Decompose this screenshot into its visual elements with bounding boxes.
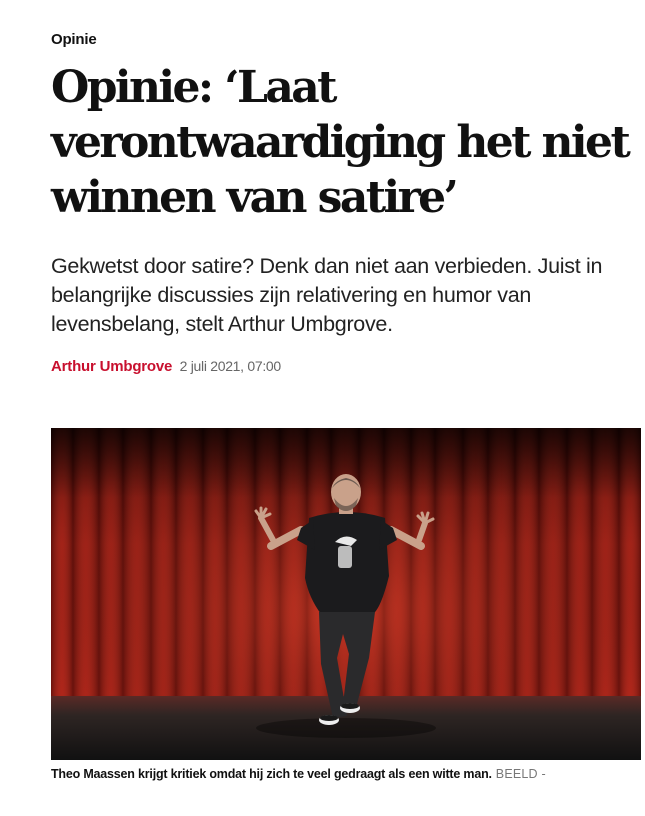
photo-caption xyxy=(51,767,641,781)
article-headline: Opinie: ‘Laat verontwaardiging het niet winnen van satire’ xyxy=(51,62,629,223)
caption-text: Theo Maassen krijgt kritiek omdat hij zich te veel gedraagt als een witte man. xyxy=(51,767,492,781)
photo-credit: BEELD - xyxy=(495,767,546,781)
publish-date: 2 juli 2021, 07:00 xyxy=(179,358,281,374)
article-intro: Gekwetst door satire? Denk dan niet aan verbieden. Juist in belangrijke discussies zijn relativering en humor van levensbelang, stelt Arthur Umbgrove. xyxy=(51,254,603,336)
author-link[interactable]: Arthur Umbgrove xyxy=(51,358,173,375)
article-photo[interactable] xyxy=(51,428,641,760)
stage-photo-illustration xyxy=(51,428,641,760)
section-link[interactable]: Opinie xyxy=(51,31,97,48)
article-byline xyxy=(51,358,281,376)
